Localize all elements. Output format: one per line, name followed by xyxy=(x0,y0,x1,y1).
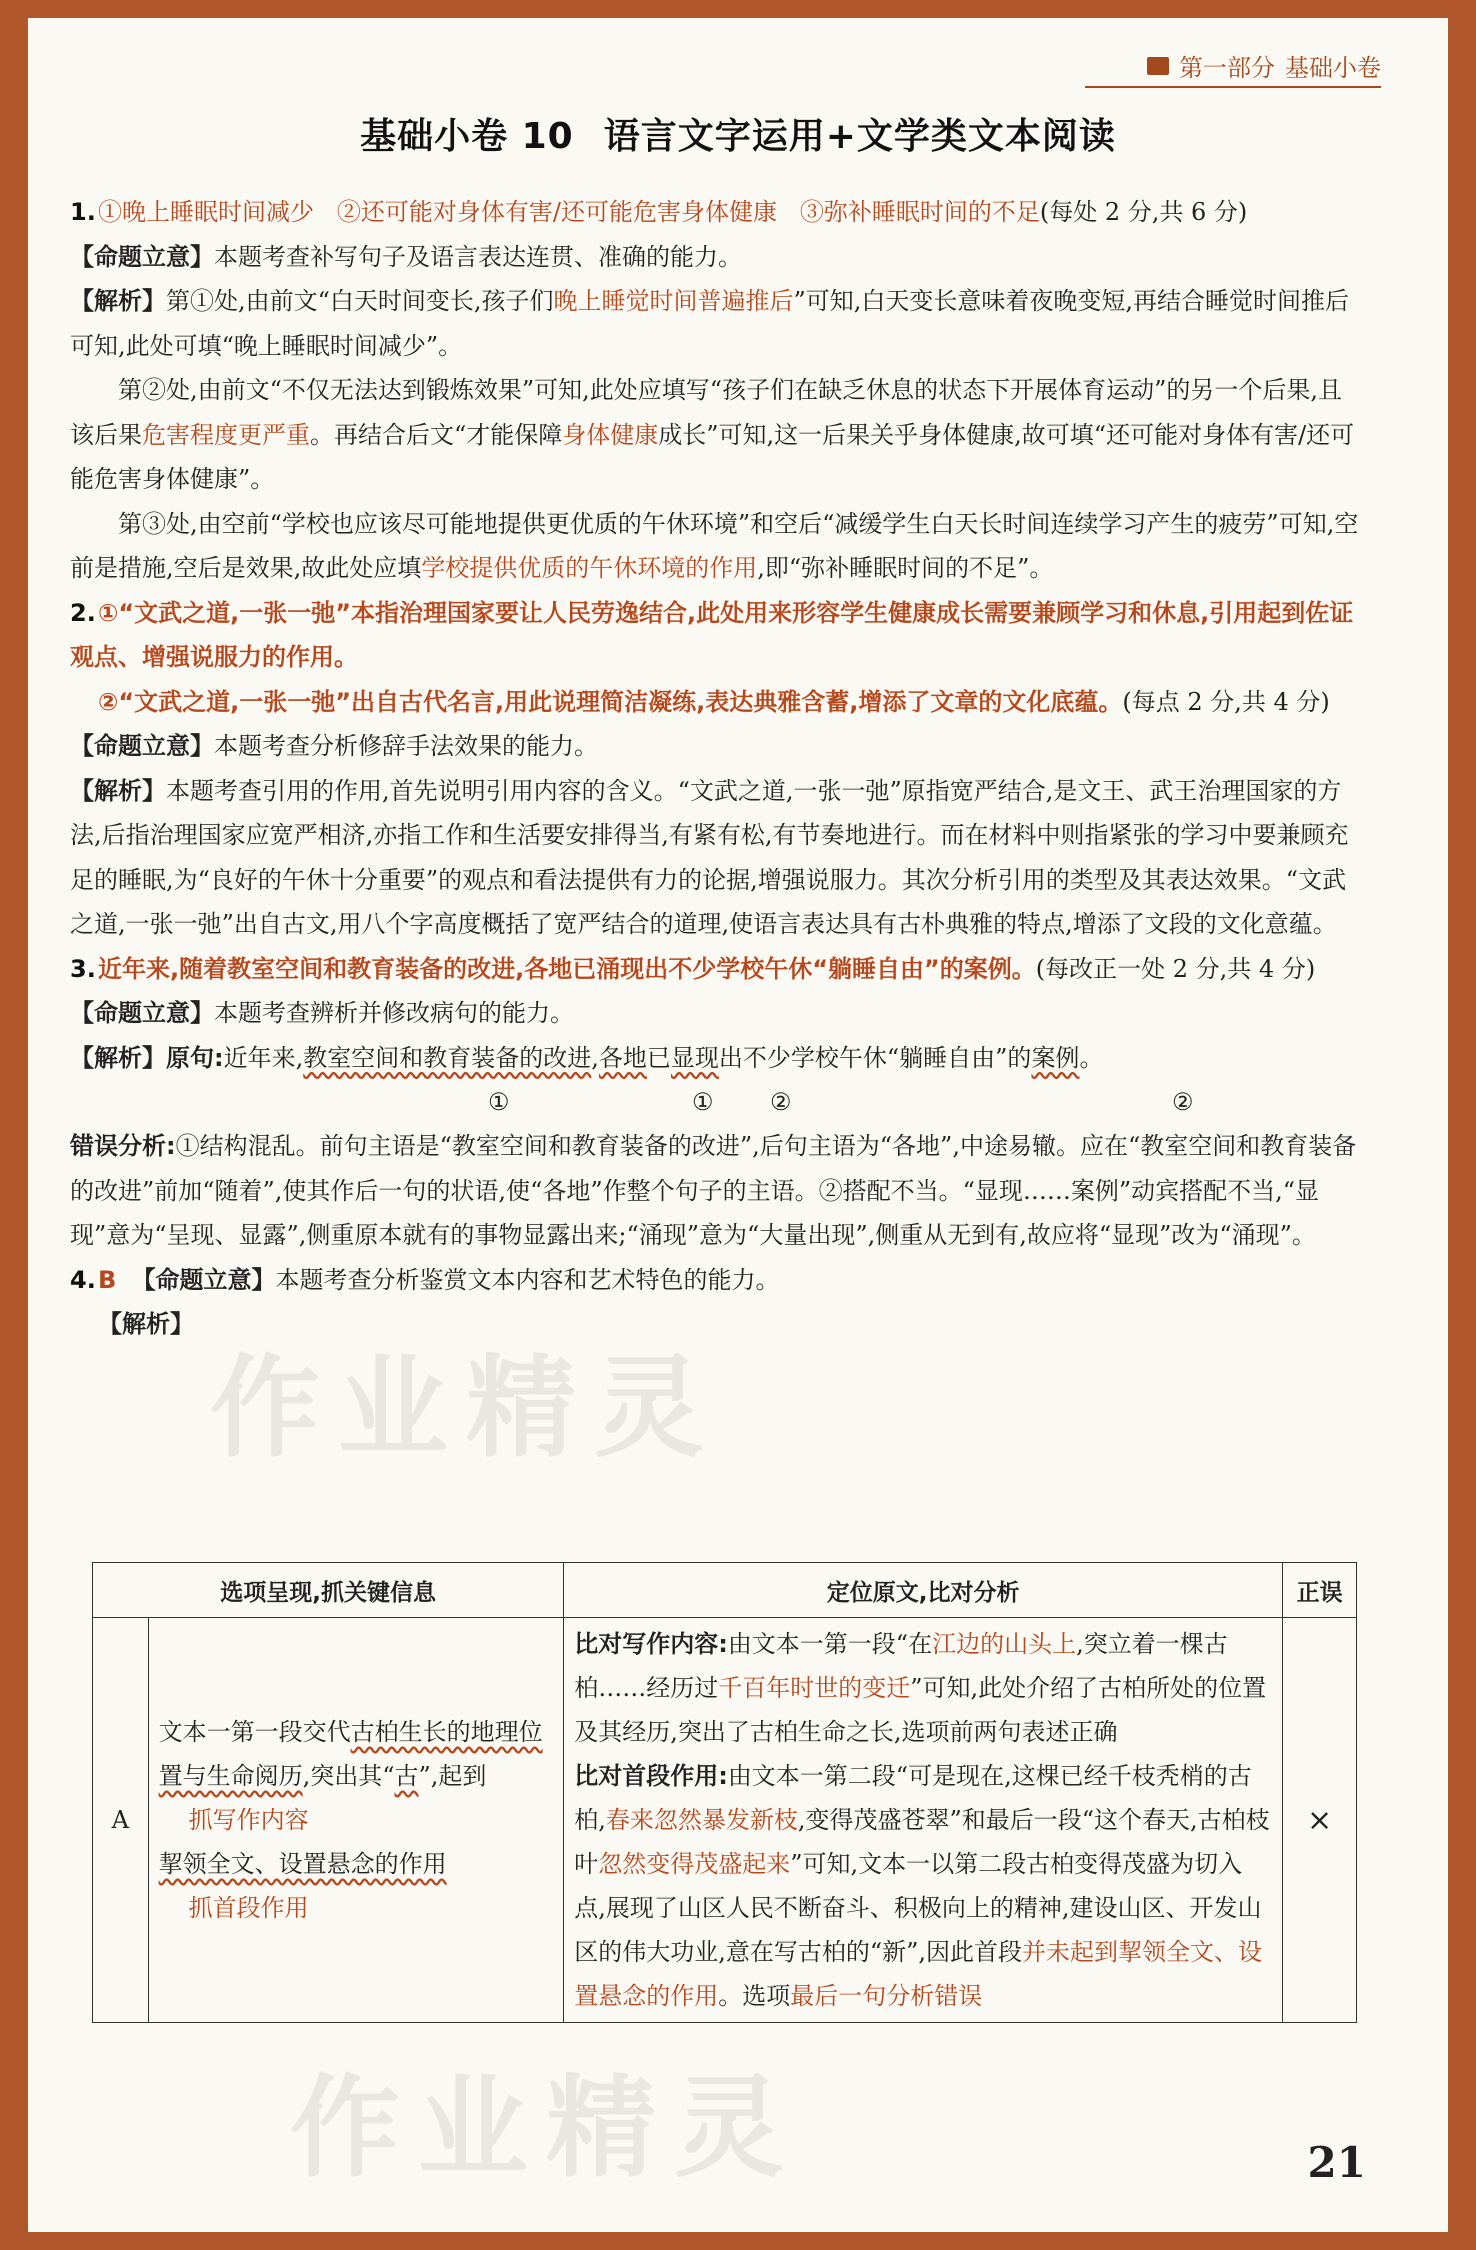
page-frame-bottom xyxy=(0,2232,1476,2250)
option-letter: A xyxy=(93,1618,149,2023)
q2-answer-1: 2.①“文武之道,一张一弛”本指治理国家要让人民劳逸结合,此处用来形容学生健康成长需要兼顾学习和休息,引用起到佐证观点、增强说服力的作用。 xyxy=(70,591,1365,680)
watermark: 作业精灵 xyxy=(290,2064,802,2192)
q1-analysis-1: 【解析】第①处,由前文“白天时间变长,孩子们晚上睡觉时间普遍推后”可知,白天变长意味着夜晚变短,再结合睡觉时间推后可知,此处可填“晚上睡眠时间减少”。 xyxy=(70,287,1350,360)
q3-error-analysis: 错误分析:①结构混乱。前句主语是“教室空间和教育装备的改进”,后句主语为“各地”,中途易辙。应在“教室空间和教育装备的改进”前加“随着”,使其作后一句的状语,使“各地”作整个句子的主语。②搭配不当。“显现……案例”动宾搭配不当,“显现”意为“呈现、显露”,侧重原本就有的事物显露出来;“涌现”意为“大量出现”,侧重从无到有,故应将“显现”改为“涌现”。 xyxy=(70,1132,1357,1249)
q1-analysis-3: 第③处,由空前“学校也应该尽可能地提供更优质的午休环境”和空后“减缓学生白天长时间连续学习产生的疲劳”可知,空前是措施,空后是效果,故此处应填学校提供优质的午休环境的作用,即“弥补睡眠时间的不足”。 xyxy=(70,509,1359,582)
q1-answer-2: ②还可能对身体有害/还可能危害身体健康 xyxy=(336,198,777,226)
analysis-text: 比对写作内容:由文本一第一段“在江边的山头上,突立着一棵古柏……经历过千百年时世的变迁”可知,此处介绍了古柏所处的位置及其经历,突出了古柏生命之长,选项前两句表述正确 比对首段作用:由文本一第二段“可是现在,这棵已经千枝秃梢的古柏,春来忽然暴发新枝,变得茂盛苍翠”和最后一段“这个春天,古柏枝叶忽然变得茂盛起来”可知,文本一以第二段古柏变得茂盛为切入点,展现了山区人民不断奋斗、积极向上的精神,建设山区、开发山区的伟大功业,意在写古柏的“新”,因此首段并未起到挈领全文、设置悬念的作用。选项最后一句分析错误 xyxy=(564,1618,1283,2023)
q1-intent: 【命题立意】本题考查补写句子及语言表达连贯、准确的能力。 xyxy=(70,242,742,271)
section-label: 第一部分 xyxy=(1179,54,1275,82)
q3-intent: 【命题立意】本题考查辨析并修改病句的能力。 xyxy=(70,999,574,1027)
error-marker: ② xyxy=(1172,1088,1194,1116)
q1-answer xyxy=(70,190,1365,235)
q1-analysis-2: 第②处,由前文“不仅无法达到锻炼效果”可知,此处应填写“孩子们在缺乏休息的状态下开展体育运动”的另一个后果,且该后果危害程度更严重。再结合后文“才能保障身体健康成长”可知,这一后果关乎身体健康,故可填“还可能对身体有害/还可能危害身体健康”。 xyxy=(70,376,1355,493)
book-icon xyxy=(1147,57,1169,75)
wrong-mark-icon: × xyxy=(1283,1618,1357,2023)
answer-content xyxy=(70,190,1365,1347)
q2-intent: 【命题立意】本题考查分析修辞手法效果的能力。 xyxy=(70,732,598,760)
table-row xyxy=(93,1618,1357,2023)
page-frame-left xyxy=(0,0,28,2250)
option-note: 抓首段作用 xyxy=(188,1894,309,1922)
section-header xyxy=(1147,48,1381,83)
option-text: 文本一第一段交代古柏生长的地理位置与生命阅历,突出其“古”,起到 抓写作内容 挈领全文、设置悬念的作用 抓首段作用 xyxy=(148,1618,564,2023)
table-header-row xyxy=(93,1563,1357,1618)
q2-number: 2. xyxy=(70,598,96,627)
q3-original-sentence: 【解析】原句:近年来,教室空间和教育装备的改进,各地已显现出不少学校午休“躺睡自由”的案例。 xyxy=(70,1043,1104,1072)
q4-number: 4. xyxy=(70,1265,96,1294)
watermark: 作业精灵 xyxy=(210,1344,722,1472)
subsection-label: 基础小卷 xyxy=(1285,54,1381,82)
q4-analysis-table xyxy=(92,1562,1357,2023)
option-note: 抓写作内容 xyxy=(188,1806,309,1834)
q1-answer-3: ③弥补睡眠时间的不足 xyxy=(799,198,1040,226)
page-frame-top xyxy=(0,0,1476,18)
header-rule xyxy=(1085,86,1381,88)
table-header-analysis: 定位原文,比对分析 xyxy=(564,1563,1283,1618)
q1-number: 1. xyxy=(70,198,96,226)
q1-answer-1: ①晚上睡眠时间减少 xyxy=(98,198,314,226)
title-part1: 基础小卷 10 xyxy=(360,116,574,157)
q3-score: (每改正一处 2 分,共 4 分) xyxy=(1035,954,1316,983)
title-part2: 语言文字运用+文学类文本阅读 xyxy=(603,116,1116,157)
q2-analysis: 【解析】本题考查引用的作用,首先说明引用内容的含义。“文武之道,一张一弛”原指宽严结合,是文王、武王治理国家的方法,后指治理国家应宽严相济,亦指工作和生活要安排得当,有紧有松,有节奏地进行。而在材料中则指紧张的学习中要兼顾充足的睡眠,为“良好的午休十分重要”的观点和看法提供有力的论据,增强说服力。其次分析引用的类型及其表达效果。“文武之道,一张一弛”出自古文,用八个字高度概括了宽严结合的道理,使语言表达具有古朴典雅的特点,增添了文段的文化意蕴。 xyxy=(70,776,1349,938)
error-marker: ① xyxy=(488,1088,510,1116)
q3-answer: 3.近年来,随着教室空间和教育装备的改进,各地已涌现出不少学校午休“躺睡自由”的案例。(每改正一处 2 分,共 4 分) xyxy=(70,947,1365,992)
table-header-option: 选项呈现,抓关键信息 xyxy=(93,1563,564,1618)
table-header-judgement: 正误 xyxy=(1283,1563,1357,1618)
q2-answer-2: ②“文武之道,一张一弛”出自古代名言,用此说理简洁凝练,表达典雅含蓄,增添了文章的文化底蕴。(每点 2 分,共 4 分) xyxy=(98,687,1330,716)
page-title xyxy=(0,108,1476,159)
q4-analysis-label: 【解析】 xyxy=(98,1310,194,1338)
error-marker: ② xyxy=(770,1088,792,1116)
q3-number: 3. xyxy=(70,954,96,983)
page-frame-right xyxy=(1448,0,1476,2250)
q2-score: (每点 2 分,共 4 分) xyxy=(1122,687,1330,716)
q3-error-markers xyxy=(70,1080,1365,1124)
q4-answer: 4.B 【命题立意】本题考查分析鉴赏文本内容和艺术特色的能力。 xyxy=(70,1258,1365,1303)
q1-score: (每处 2 分,共 6 分) xyxy=(1039,198,1248,226)
page-number: 21 xyxy=(1307,2138,1366,2187)
error-marker: ① xyxy=(692,1088,714,1116)
